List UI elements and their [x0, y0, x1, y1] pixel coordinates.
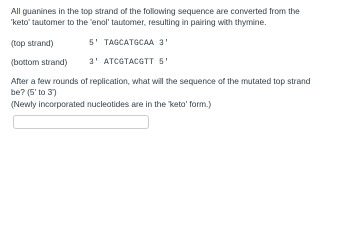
bottom-strand-sequence: 3' ATCGTACGTT 5' [89, 58, 170, 67]
prompt-text-2: be? (5' to 3') [11, 87, 57, 97]
note-line [11, 99, 211, 110]
intro-line-2 [11, 17, 266, 28]
top-strand-label: (top strand) [11, 38, 54, 48]
bottom-strand-label: (bottom strand) [11, 57, 68, 67]
prompt-line-2 [11, 87, 57, 98]
intro-text-1: All guanines in the top strand of the following sequence are converted from the [11, 6, 300, 16]
answer-input[interactable] [13, 115, 149, 129]
intro-line-1 [11, 6, 300, 17]
intro-text-2: 'keto' tautomer to the 'enol' tautomer, resulting in pairing with thymine. [11, 17, 267, 27]
top-strand-sequence: 5' TAGCATGCAA 3' [89, 39, 170, 48]
note-text: (Newly incorporated nucleotides are in the 'keto' form.) [11, 99, 212, 109]
prompt-text-1: After a few rounds of replication, what will the sequence of the mutated top strand [11, 76, 311, 86]
prompt-line-1 [11, 76, 310, 87]
